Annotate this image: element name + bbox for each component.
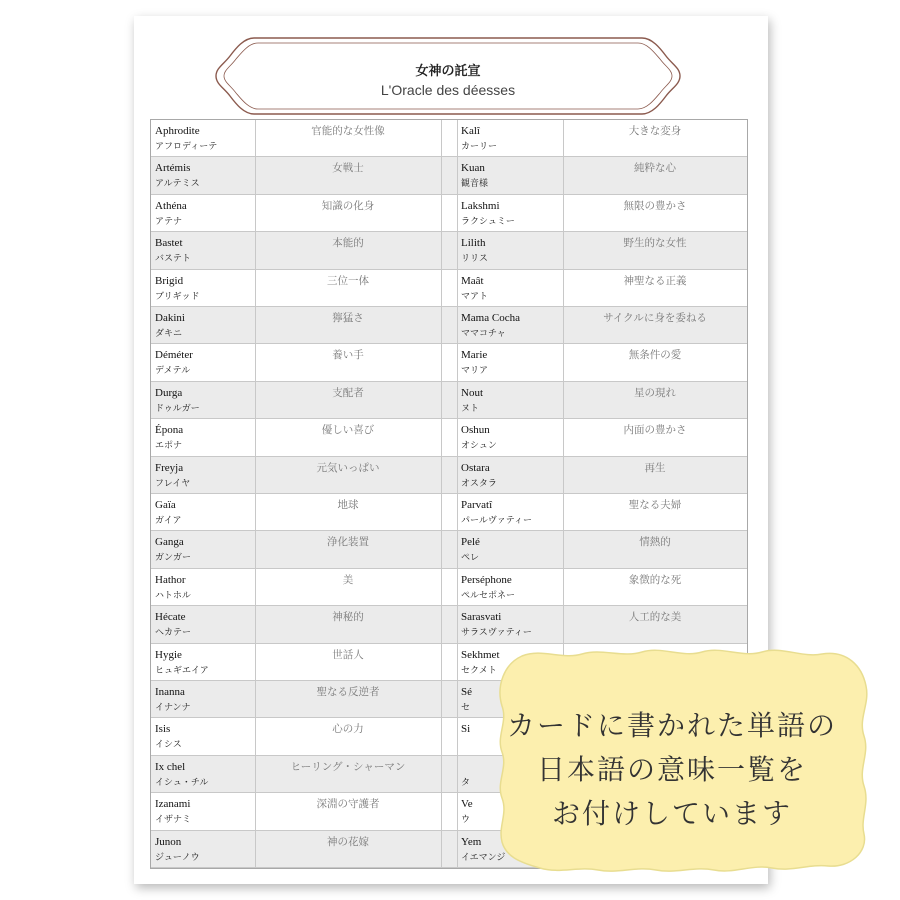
title-cartouche: [214, 34, 682, 118]
goddess-name: Ostara: [461, 461, 490, 474]
goddess-name: Brigid: [155, 274, 184, 287]
goddess-name-katakana: エポナ: [155, 441, 183, 452]
goddess-name-katakana: アテナ: [155, 216, 183, 227]
goddess-name: Parvatî: [461, 499, 493, 511]
title-french: L'Oracle des déesses: [380, 82, 516, 98]
goddess-name: Aphrodite: [155, 125, 200, 137]
callout-line-3: お付けしています: [551, 797, 792, 830]
table-row: [151, 120, 747, 157]
table-row: [151, 232, 747, 269]
goddess-name-katakana: イシュ・チル: [155, 777, 209, 788]
goddess-name-katakana: バステト: [155, 254, 191, 265]
goddess-meaning: 知識の化身: [321, 199, 375, 212]
goddess-name-katakana: ウ: [461, 815, 471, 826]
column-divider: [441, 120, 442, 868]
goddess-name-katakana: イシス: [155, 740, 182, 751]
goddess-name-katakana: ブリギッド: [155, 291, 200, 302]
goddess-meaning: 官能的な女性像: [311, 125, 385, 137]
table-row: [151, 344, 747, 381]
goddess-name-katakana: ヘカテー: [155, 628, 192, 639]
goddess-meaning: 深淵の守護者: [316, 798, 380, 811]
goddess-meaning: サイクルに身を委ねる: [603, 312, 707, 324]
callout-line-2: 日本語の意味一覧を: [536, 753, 807, 786]
goddess-name-katakana: サラスヴァティー: [461, 628, 532, 639]
column-divider: [457, 120, 458, 868]
goddess-name-katakana: ドゥルガー: [155, 403, 200, 414]
goddess-name-katakana: ガンガー: [155, 553, 192, 564]
goddess-name: Marie: [461, 349, 488, 362]
goddess-name-katakana: ジューノウ: [155, 852, 200, 863]
table-row: [151, 531, 747, 568]
goddess-meaning: 内面の豊かさ: [623, 424, 687, 437]
goddess-meaning: 神秘的: [332, 611, 364, 624]
goddess-name-katakana: オスタラ: [461, 478, 497, 489]
goddess-meaning: 浄化装置: [327, 536, 369, 549]
table-row: [151, 270, 747, 307]
goddess-name: Nout: [461, 386, 483, 399]
table-row: [151, 195, 747, 232]
goddess-meaning: 世話人: [332, 648, 364, 661]
goddess-name-katakana: マリア: [461, 366, 489, 377]
goddess-meaning: 再生: [644, 461, 666, 474]
goddess-name: Lakshmi: [461, 199, 500, 212]
goddess-name: Durga: [155, 386, 183, 399]
goddess-name-katakana: イザナミ: [155, 815, 192, 826]
goddess-meaning: 野生的な女性: [623, 237, 687, 250]
goddess-name: Hygie: [155, 648, 182, 661]
goddess-meaning: 美: [342, 573, 354, 586]
goddess-name-katakana: イナンナ: [155, 703, 191, 713]
table-row: [151, 569, 747, 606]
goddess-name-katakana: ハトホル: [155, 590, 191, 601]
goddess-name: Sé: [461, 686, 472, 698]
column-divider: [255, 120, 256, 868]
table-row: [151, 419, 747, 456]
goddess-name-katakana: ガイア: [155, 516, 182, 526]
goddess-name-katakana: セ: [461, 703, 471, 713]
goddess-name: Dakini: [155, 312, 185, 324]
goddess-name: Hécate: [155, 611, 186, 624]
goddess-name: Hathor: [155, 573, 186, 586]
goddess-meaning: 神聖なる正義: [623, 274, 687, 287]
goddess-meaning: 人工的な美: [628, 611, 682, 624]
callout-bubble: [462, 646, 882, 874]
goddess-name: Perséphone: [461, 573, 512, 586]
goddess-name-katakana: アフロディーテ: [155, 142, 218, 152]
goddess-meaning: 獰猛さ: [332, 312, 364, 324]
goddess-name-katakana: ラクシュミー: [461, 216, 515, 227]
goddess-name-katakana: パールヴァティー: [461, 516, 533, 526]
goddess-meaning: 無条件の愛: [628, 349, 682, 362]
goddess-name: Artémis: [155, 162, 191, 175]
goddess-name: Oshun: [461, 424, 490, 437]
callout-line-1: カードに書かれた単語の: [506, 709, 837, 742]
goddess-name: Ve: [461, 798, 473, 811]
goddess-name: Sarasvati: [461, 611, 502, 624]
goddess-name: Bastet: [155, 237, 183, 250]
goddess-meaning: 心の力: [332, 723, 364, 736]
goddess-meaning: 大きな変身: [628, 125, 682, 137]
goddess-name: Isis: [155, 723, 171, 736]
goddess-name-katakana: ダキニ: [155, 329, 183, 339]
goddess-name-katakana: タ: [461, 777, 471, 788]
goddess-name: Si: [461, 723, 471, 736]
goddess-name: Lilith: [461, 237, 486, 250]
table-row: [151, 307, 747, 344]
goddess-name: Ix chel: [155, 760, 186, 773]
goddess-name-katakana: ペレ: [461, 553, 480, 564]
goddess-name-katakana: ペルセポネー: [461, 590, 516, 601]
title-japanese: 女神の託宣: [415, 64, 481, 79]
goddess-name-katakana: ヌト: [461, 403, 480, 414]
goddess-meaning: 元気いっぱい: [316, 461, 380, 474]
goddess-name-katakana: アルテミス: [155, 179, 200, 190]
goddess-name: Junon: [155, 835, 182, 848]
goddess-name-katakana: リリス: [461, 254, 488, 265]
goddess-meaning: 情熱的: [639, 536, 671, 549]
goddess-meaning: 地球: [337, 499, 359, 511]
table-row: [151, 457, 747, 494]
goddess-name: Ganga: [155, 536, 184, 549]
goddess-meaning: 純粋な心: [634, 162, 676, 175]
goddess-name: Izanami: [155, 798, 191, 811]
goddess-meaning: 支配者: [332, 386, 364, 399]
goddess-name: Mama Cocha: [461, 312, 520, 324]
goddess-name-katakana: マアト: [461, 291, 489, 302]
goddess-name: Gaïa: [155, 499, 176, 511]
goddess-name: Sekhmet: [461, 648, 500, 661]
goddess-name-katakana: 観音様: [461, 179, 489, 190]
goddess-name: Athéna: [155, 199, 187, 212]
goddess-meaning: 本能的: [332, 237, 364, 250]
goddess-meaning: 無限の豊かさ: [623, 199, 687, 212]
goddess-meaning: 聖なる夫婦: [628, 499, 682, 511]
table-row: [151, 494, 747, 531]
table-row: [151, 157, 747, 194]
goddess-name: Déméter: [155, 349, 193, 362]
goddess-meaning: ヒーリング・シャーマン: [290, 760, 406, 773]
goddess-name: Inanna: [155, 686, 185, 698]
goddess-name-katakana: フレイヤ: [155, 478, 191, 489]
goddess-meaning: 聖なる反逆者: [316, 686, 380, 698]
goddess-name: Freyja: [155, 461, 184, 474]
goddess-name: Yem: [461, 835, 482, 848]
goddess-name-katakana: セクメト: [461, 665, 497, 676]
goddess-meaning: 象徴的な死: [628, 573, 682, 586]
goddess-name-katakana: オシュン: [461, 441, 497, 452]
goddess-name: Épona: [155, 424, 184, 437]
goddess-name-katakana: カーリー: [461, 142, 498, 152]
goddess-meaning: 三位一体: [327, 274, 369, 287]
goddess-meaning: 星の現れ: [634, 386, 676, 399]
table-row: [151, 606, 747, 643]
goddess-name-katakana: ママコチャ: [461, 329, 506, 339]
goddess-meaning: 神の花嫁: [327, 835, 369, 848]
goddess-name-katakana: デメテル: [155, 366, 191, 377]
goddess-meaning: 女戦士: [332, 162, 364, 175]
goddess-name: Kuan: [461, 162, 485, 175]
goddess-meaning: 優しい喜び: [321, 424, 375, 437]
goddess-name-katakana: イエマンジ: [461, 852, 506, 863]
goddess-name: Pelé: [461, 536, 480, 549]
goddess-meaning: 養い手: [332, 349, 364, 362]
table-row: [151, 382, 747, 419]
goddess-name: Kalî: [461, 125, 480, 137]
goddess-name-katakana: ヒュギエイア: [155, 665, 209, 676]
goddess-name: Maât: [461, 274, 484, 287]
